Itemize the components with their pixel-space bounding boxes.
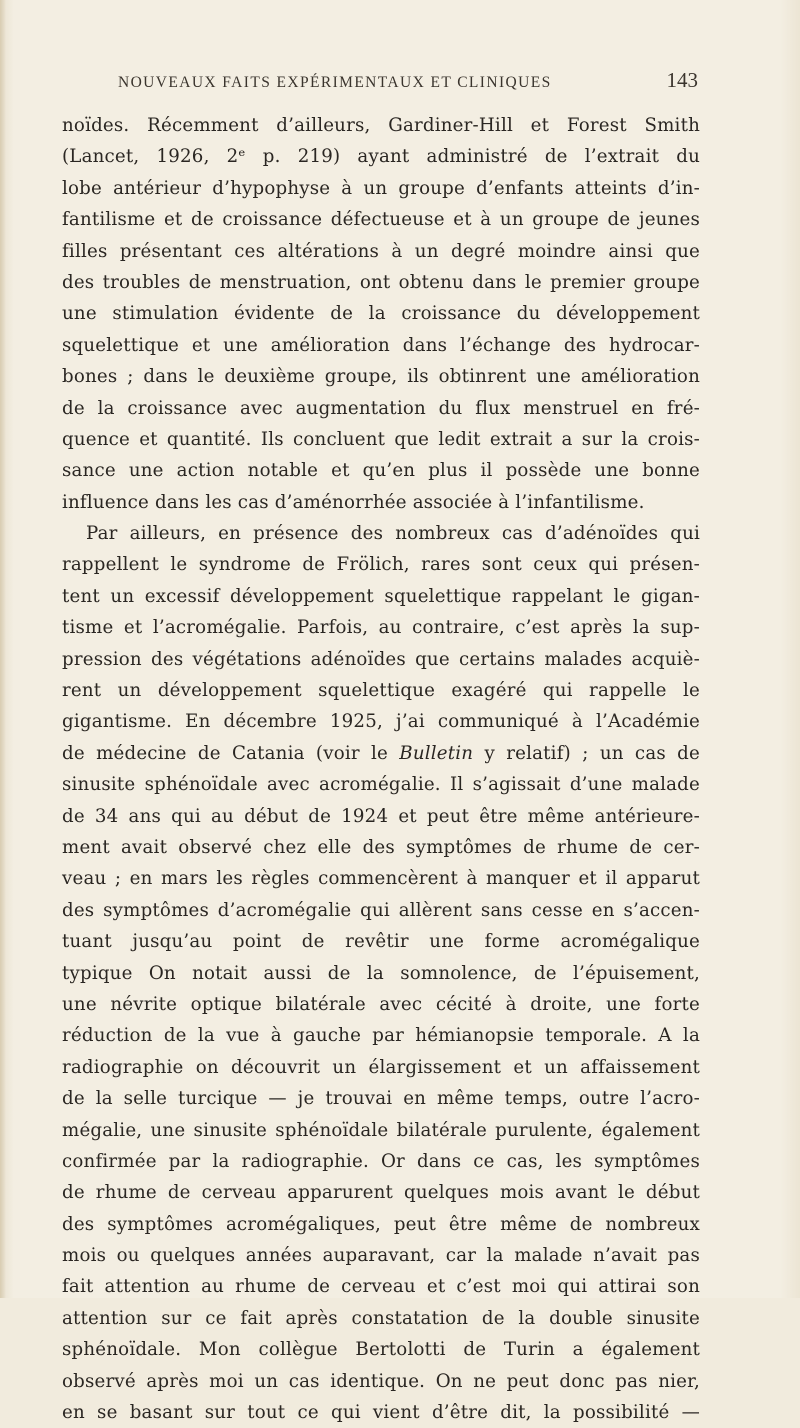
text-line: typique On notait aussi de la somnolence, de l’épuisement, bbox=[62, 962, 700, 984]
text-line: (Lancet, 1926, 2ᵉ p. 219) ayant administré de l’extrait du bbox=[62, 146, 700, 168]
text-line: ment avait observé chez elle des symptômes de rhume de cer- bbox=[62, 836, 700, 858]
text-line: observé après moi un cas identique. On ne peut donc pas nier, bbox=[62, 1370, 700, 1392]
text-line: lobe antérieur d’hypophyse à un groupe d’enfants atteints d’in- bbox=[62, 177, 700, 199]
text-line: mois ou quelques années auparavant, car la malade n’avait pas bbox=[62, 1245, 700, 1267]
text-line: sphénoïdale. Mon collègue Bertolotti de Turin a également bbox=[62, 1339, 700, 1361]
text-line: des troubles de menstruation, ont obtenu dans le premier groupe bbox=[62, 271, 700, 293]
text-line: tisme et l’acromégalie. Parfois, au contraire, c’est après la sup- bbox=[62, 617, 700, 639]
text-line: veau ; en mars les règles commencèrent à manquer et il apparut bbox=[62, 868, 700, 890]
text-line: de rhume de cerveau apparurent quelques mois avant le début bbox=[62, 1182, 700, 1204]
text-line: radiographie on découvrit un élargissement et un affaissement bbox=[62, 1056, 700, 1078]
text-line: gigantisme. En décembre 1925, j’ai communiqué à l’Académie bbox=[62, 711, 700, 733]
text-line: de la croissance avec augmentation du flux menstruel en fré- bbox=[62, 397, 700, 419]
page-number: 143 bbox=[666, 68, 698, 92]
body-text bbox=[62, 110, 700, 1424]
text-line: attention sur ce fait après constatation de la double sinusite bbox=[62, 1307, 700, 1329]
text-line: influence dans les cas d’aménorrhée associée à l’infantilisme. bbox=[62, 491, 645, 513]
text-line: rent un développement squelettique exagéré qui rappelle le bbox=[62, 680, 700, 702]
text-line: réduction de la vue à gauche par hémianopsie temporale. A la bbox=[62, 1025, 700, 1047]
text-line: de médecine de Catania (voir le Bulletin y relatif) ; un cas de bbox=[62, 742, 700, 764]
text-line: de 34 ans qui au début de 1924 et peut être même antérieure- bbox=[62, 805, 700, 827]
text-line: une névrite optique bilatérale avec cécité à droite, une forte bbox=[62, 993, 700, 1015]
italic-title: Bulletin bbox=[399, 742, 474, 764]
text-line: fait attention au rhume de cerveau et c’est moi qui attirai son bbox=[62, 1276, 700, 1298]
text-line: en se basant sur tout ce qui vient d’être dit, la possibilité — bbox=[62, 1402, 700, 1424]
text-line: bones ; dans le deuxième groupe, ils obtinrent une amélioration bbox=[62, 366, 700, 388]
text-line: sinusite sphénoïdale avec acromégalie. Il s’agissait d’une malade bbox=[62, 774, 700, 796]
text-line: tent un excessif développement squelettique rappelant le gigan- bbox=[62, 585, 700, 607]
text-line: de la selle turcique — je trouvai en même temps, outre l’acro- bbox=[62, 1088, 700, 1110]
running-head bbox=[118, 68, 698, 98]
paragraph-start-line: Par ailleurs, en présence des nombreux cas d’adénoïdes qui bbox=[86, 523, 700, 545]
text-line: tuant jusqu’au point de revêtir une forme acromégalique bbox=[62, 931, 700, 953]
text-line: filles présentant ces altérations à un degré moindre ainsi que bbox=[62, 240, 700, 262]
text-line: pression des végétations adénoïdes que certains malades acquiè- bbox=[62, 648, 700, 670]
text-line: rappellent le syndrome de Frölich, rares sont ceux qui présen- bbox=[62, 554, 700, 576]
text-line: squelettique et une amélioration dans l’échange des hydrocar- bbox=[62, 334, 700, 356]
text-line: quence et quantité. Ils concluent que ledit extrait a sur la crois- bbox=[62, 428, 700, 450]
text-line: une stimulation évidente de la croissance du développement bbox=[62, 303, 700, 325]
page-edge-shadow bbox=[0, 0, 6, 1298]
text-line: des symptômes acromégaliques, peut être même de nombreux bbox=[62, 1213, 700, 1235]
text-line: fantilisme et de croissance défectueuse et à un groupe de jeunes bbox=[62, 209, 700, 231]
text-line: confirmée par la radiographie. Or dans ce cas, les symptômes bbox=[62, 1150, 700, 1172]
text-line: sance une action notable et qu’en plus il possède une bonne bbox=[62, 460, 700, 482]
text-line: noïdes. Récemment d’ailleurs, Gardiner-Hill et Forest Smith bbox=[62, 115, 700, 136]
running-head-title: NOUVEAUX FAITS EXPÉRIMENTAUX ET CLINIQUES bbox=[118, 74, 552, 91]
text-line: mégalie, une sinusite sphénoïdale bilatérale purulente, également bbox=[62, 1119, 700, 1141]
text-line: des symptômes d’acromégalie qui allèrent sans cesse en s’accen- bbox=[62, 899, 700, 921]
